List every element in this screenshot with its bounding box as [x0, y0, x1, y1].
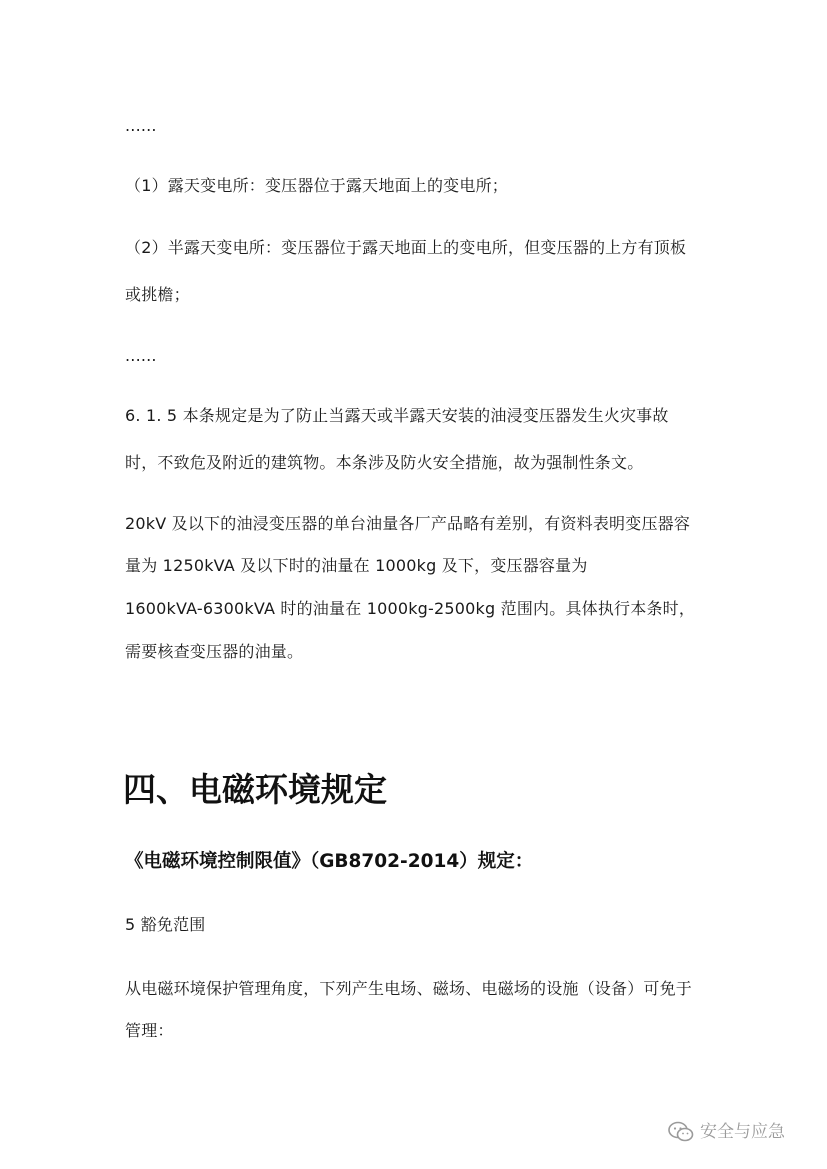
item-2-line-2: 或挑檐； — [125, 285, 190, 304]
standard-title: 《电磁环境控制限值》（GB8702-2014）规定： — [125, 851, 534, 872]
item-2-line-1: （2）半露天变电所：变压器位于露天地面上的变电所，但变压器的上方有顶板 — [125, 238, 687, 257]
wechat-icon — [668, 1121, 694, 1143]
section-heading: 四、电磁环境规定 — [123, 770, 387, 809]
clause-line-1: 6. 1. 5 本条规定是为了防止当露天或半露天安装的油浸变压器发生火灾事故 — [125, 406, 669, 425]
exemption-line-2: 管理： — [125, 1021, 174, 1040]
exemption-line-1: 从电磁环境保护管理角度，下列产生电场、磁场、电磁场的设施（设备）可免于 — [125, 979, 693, 998]
ellipsis-1: ...... — [125, 116, 157, 135]
watermark-text: 安全与应急 — [700, 1122, 785, 1142]
para-line-2: 量为 1250kVA 及以下时的油量在 1000kg 及下，变压器容量为 — [125, 556, 588, 575]
ellipsis-2: ...... — [125, 346, 157, 365]
watermark — [668, 1120, 785, 1144]
exemption-heading: 5 豁免范围 — [125, 915, 206, 934]
para-line-1: 20kV 及以下的油浸变压器的单台油量各厂产品略有差别，有资料表明变压器容 — [125, 514, 691, 533]
para-line-3: 1600kVA-6300kVA 时的油量在 1000kg-2500kg 范围内。具体执行本条时， — [125, 599, 696, 618]
para-line-4: 需要核查变压器的油量。 — [125, 642, 304, 661]
clause-line-2: 时，不致危及附近的建筑物。本条涉及防火安全措施，故为强制性条文。 — [125, 453, 644, 472]
item-1: （1）露天变电所：变压器位于露天地面上的变电所； — [125, 176, 508, 195]
